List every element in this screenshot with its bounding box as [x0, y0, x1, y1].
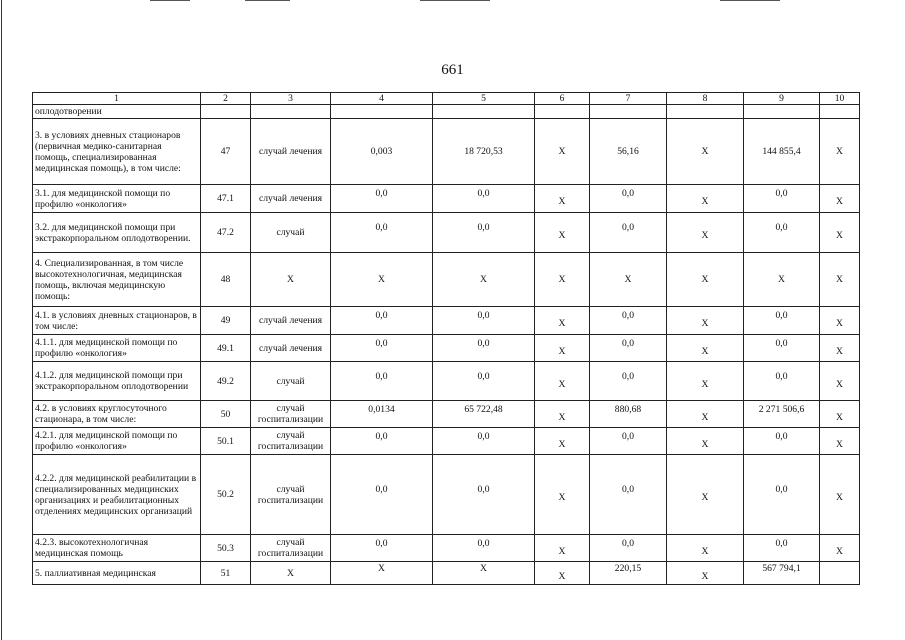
cell-value: X	[558, 570, 566, 582]
column-number-header: 3	[251, 93, 331, 105]
table-cell	[331, 185, 433, 213]
page-number: 661	[441, 62, 464, 78]
row-label-cell	[33, 362, 201, 401]
data-table	[32, 92, 860, 585]
row-label-text: 4.2.3. высокотехнологичная медицинская помощь	[35, 537, 149, 559]
cell-value: X	[558, 345, 566, 357]
table-cell	[251, 105, 331, 119]
cell-value: 0,0	[775, 222, 788, 233]
row-label-text: 4.1. в условиях дневных стационаров, в том числе:	[35, 309, 197, 332]
table-cell	[331, 535, 433, 562]
table-cell	[331, 362, 433, 401]
cell-value: 0,0	[775, 337, 788, 349]
column-number-header: 7	[590, 93, 667, 105]
table-cell	[590, 213, 667, 253]
table-cell	[590, 428, 667, 455]
table-cell	[535, 105, 590, 119]
cell-value: 65 722,48	[464, 403, 503, 415]
table-cell	[820, 535, 860, 562]
cell-value: X	[701, 411, 709, 423]
cell-value: X	[558, 545, 566, 557]
cell-value: случай лечения	[258, 146, 323, 157]
row-label-cell	[33, 335, 201, 362]
row-label-text: 5. паллиативная медицинская	[35, 567, 156, 579]
cell-value: 49.1	[217, 342, 234, 354]
cell-value: X	[558, 438, 566, 450]
row-label-text: 4.2.2. для медицинской реабилитации в специализированных медицинских организациях и реабилитационных отделениях медицинских организаций	[35, 472, 197, 517]
cell-value: 47	[220, 146, 231, 157]
table-cell	[820, 401, 860, 428]
cell-value: X	[287, 567, 294, 579]
cell-value: X	[480, 562, 487, 574]
table-cell	[201, 307, 251, 335]
table-cell	[667, 362, 744, 401]
cell-value: 48	[220, 274, 231, 285]
cell-value: 0,0	[775, 310, 788, 321]
cell-value: X	[701, 438, 709, 450]
table-cell	[590, 562, 667, 585]
cell-value: 0,0	[375, 222, 388, 233]
table-cell	[667, 307, 744, 335]
table-cell	[433, 335, 535, 362]
row-label-text: 3.2. для медицинской помощи при экстракорпоральном оплодотворении.	[35, 221, 191, 244]
cell-value: случай госпитализации	[257, 430, 324, 452]
row-label-cell	[33, 401, 201, 428]
cell-value: 0,0	[622, 484, 634, 495]
table-cell	[590, 185, 667, 213]
cell-value: 49	[220, 315, 231, 326]
column-number-header: 1	[33, 93, 201, 105]
table-cell	[744, 401, 820, 428]
table-cell	[744, 119, 820, 185]
cell-value: случай лечения	[258, 342, 323, 354]
cell-value: 0,0	[622, 310, 634, 321]
cell-value: случай госпитализации	[257, 483, 324, 506]
cell-value: X	[836, 411, 843, 423]
cell-value: 144 855,4	[762, 146, 801, 157]
cell-value: X	[701, 545, 709, 557]
column-number-header: 10	[820, 93, 860, 105]
cell-value: 0,0	[477, 537, 490, 549]
cell-value: X	[558, 230, 566, 241]
table-cell	[251, 307, 331, 335]
cell-value: 0,0	[477, 484, 490, 495]
cell-value: X	[836, 318, 843, 329]
table-cell	[667, 119, 744, 185]
table-cell	[535, 119, 590, 185]
table-cell	[535, 185, 590, 213]
table-cell	[535, 253, 590, 307]
table-cell	[744, 105, 820, 119]
cell-value: 0,0	[622, 222, 634, 233]
cell-value: 0,0	[375, 310, 388, 321]
cell-value: 0,0	[375, 430, 388, 442]
cell-value: 0,0	[775, 484, 788, 495]
cell-value: X	[836, 345, 843, 357]
table-cell	[744, 213, 820, 253]
row-label-cell	[33, 253, 201, 307]
table-row	[33, 455, 860, 535]
table-cell	[535, 428, 590, 455]
scan-edge-left	[1, 0, 2, 640]
table-cell	[433, 185, 535, 213]
cell-value: X	[624, 274, 632, 285]
table-row	[33, 428, 860, 455]
cell-value: 47.1	[217, 193, 234, 204]
table-cell	[667, 253, 744, 307]
cell-value: 47.2	[217, 227, 234, 238]
row-label-text: 4. Специализированная, в том числе высокотехнологичная, медицинская помощь, включая медицинскую помощь:	[35, 257, 184, 302]
table-cell	[820, 562, 860, 585]
table-cell	[667, 105, 744, 119]
cell-value: 0,0	[622, 337, 634, 349]
cell-value: случай лечения	[258, 193, 323, 204]
table-cell	[590, 535, 667, 562]
cell-value: X	[287, 274, 294, 285]
cell-value: 0,0134	[368, 403, 395, 415]
table-cell	[535, 307, 590, 335]
cell-value: 220,15	[614, 562, 642, 574]
cell-value: 0,0	[775, 370, 788, 382]
table-header-row	[33, 93, 860, 105]
table-cell	[535, 213, 590, 253]
table-cell	[820, 335, 860, 362]
cell-value: 49.2	[217, 375, 234, 387]
row-label-text: оплодотворении	[35, 106, 102, 117]
table-cell	[331, 401, 433, 428]
cell-value: X	[778, 274, 785, 285]
cell-value: 0,0	[477, 222, 490, 233]
row-label-cell	[33, 428, 201, 455]
table-cell	[667, 455, 744, 535]
cell-value: X	[378, 274, 385, 285]
cell-value: 0,0	[375, 484, 388, 495]
cell-value: X	[701, 378, 709, 390]
table-cell	[433, 119, 535, 185]
cell-value: 0,0	[477, 310, 490, 321]
table-cell	[744, 362, 820, 401]
scan-edge-top	[720, 0, 780, 1]
table-cell	[744, 535, 820, 562]
cell-value: 0,0	[622, 537, 634, 549]
table-cell	[820, 253, 860, 307]
cell-value: X	[836, 196, 843, 207]
scan-edge-top	[420, 0, 490, 1]
table-cell	[535, 362, 590, 401]
table-cell	[433, 213, 535, 253]
table-cell	[744, 428, 820, 455]
cell-value: 0,0	[477, 370, 490, 382]
row-label-cell	[33, 119, 201, 185]
table-cell	[433, 307, 535, 335]
row-label-cell	[33, 185, 201, 213]
table-cell	[201, 213, 251, 253]
table-cell	[590, 307, 667, 335]
table-cell	[201, 401, 251, 428]
table-cell	[820, 185, 860, 213]
cell-value: X	[701, 345, 709, 357]
table-cell	[331, 455, 433, 535]
table-cell	[433, 562, 535, 585]
table-cell	[820, 105, 860, 119]
table-cell	[251, 213, 331, 253]
cell-value: 51	[220, 567, 231, 579]
table-row	[33, 335, 860, 362]
scan-edge-top	[245, 0, 290, 1]
row-label-text: 3. в условиях дневных стационаров (первичная медико-санитарная помощь, специализированная медицинская помощь), в том числе:	[35, 129, 181, 174]
table-cell	[820, 428, 860, 455]
cell-value: X	[558, 196, 566, 207]
table-cell	[331, 213, 433, 253]
table-cell	[201, 455, 251, 535]
table-cell	[251, 535, 331, 562]
table-cell	[433, 455, 535, 535]
table-cell	[201, 562, 251, 585]
table-cell	[433, 428, 535, 455]
table-cell	[744, 185, 820, 213]
cell-value: X	[836, 146, 843, 157]
cell-value: X	[701, 146, 709, 157]
table-cell	[820, 307, 860, 335]
cell-value: 880,68	[614, 403, 642, 415]
cell-value: случай госпитализации	[257, 403, 324, 425]
cell-value: X	[701, 492, 709, 503]
table-cell	[201, 335, 251, 362]
cell-value: 50.1	[217, 435, 234, 447]
row-label-text: 4.2.1. для медицинской помощи по профилю «онкология»	[35, 430, 178, 452]
cell-value: 567 794,1	[762, 562, 801, 574]
table-cell	[590, 401, 667, 428]
table-cell	[201, 253, 251, 307]
row-label-cell	[33, 307, 201, 335]
table-cell	[820, 213, 860, 253]
table-cell	[433, 535, 535, 562]
table-cell	[744, 307, 820, 335]
table-cell	[744, 455, 820, 535]
column-number-header: 6	[535, 93, 590, 105]
cell-value: 56,16	[617, 146, 639, 157]
cell-value: X	[836, 492, 843, 503]
table-cell	[744, 335, 820, 362]
table-row	[33, 105, 860, 119]
table-cell	[331, 562, 433, 585]
column-number-header: 5	[433, 93, 535, 105]
cell-value: 0,0	[375, 188, 388, 199]
table-cell	[201, 185, 251, 213]
table-cell	[590, 105, 667, 119]
table-cell	[331, 307, 433, 335]
table-cell	[667, 562, 744, 585]
table-cell	[535, 335, 590, 362]
table-cell	[331, 105, 433, 119]
table-cell	[820, 455, 860, 535]
cell-value: 50.2	[217, 489, 234, 500]
table-cell	[201, 428, 251, 455]
cell-value: X	[701, 196, 709, 207]
cell-value: X	[836, 438, 843, 450]
cell-value: X	[480, 274, 487, 285]
table-cell	[590, 335, 667, 362]
cell-value: X	[836, 545, 843, 557]
table-cell	[667, 535, 744, 562]
table-cell	[331, 335, 433, 362]
table-cell	[251, 562, 331, 585]
cell-value: случай госпитализации	[257, 537, 324, 559]
table-cell	[251, 362, 331, 401]
table-cell	[201, 362, 251, 401]
table-row	[33, 307, 860, 335]
table-cell	[331, 253, 433, 307]
cell-value: X	[558, 492, 566, 503]
row-label-text: 4.1.2. для медицинской помощи при экстракорпоральном оплодотворении	[35, 370, 189, 392]
row-label-cell	[33, 535, 201, 562]
row-label-cell	[33, 105, 201, 119]
cell-value: 18 720,53	[464, 146, 503, 157]
cell-value: 0,0	[375, 370, 388, 382]
cell-value: X	[701, 230, 709, 241]
table-cell	[331, 119, 433, 185]
table-cell	[251, 401, 331, 428]
cell-value: 0,0	[375, 537, 388, 549]
cell-value: X	[558, 411, 566, 423]
cell-value: случай	[276, 375, 305, 387]
table-row	[33, 401, 860, 428]
cell-value: случай лечения	[258, 315, 323, 326]
cell-value: 0,0	[622, 188, 634, 199]
column-number-header: 9	[744, 93, 820, 105]
table-cell	[667, 213, 744, 253]
table-row	[33, 119, 860, 185]
table-cell	[535, 535, 590, 562]
table-cell	[433, 362, 535, 401]
scan-edge-top	[150, 0, 190, 1]
table-cell	[251, 253, 331, 307]
cell-value: 50	[220, 408, 231, 420]
column-number-header: 8	[667, 93, 744, 105]
cell-value: случай	[276, 227, 305, 238]
table-cell	[251, 335, 331, 362]
row-label-text: 4.1.1. для медицинской помощи по профилю «онкология»	[35, 337, 178, 359]
table-row	[33, 535, 860, 562]
row-label-text: 4.2. в условиях круглосуточного стационара, в том числе:	[35, 403, 167, 425]
table-row	[33, 213, 860, 253]
table-row	[33, 362, 860, 401]
table-cell	[433, 253, 535, 307]
column-number-header: 2	[201, 93, 251, 105]
cell-value: X	[378, 562, 385, 574]
cell-value: 0,0	[477, 337, 490, 349]
cell-value: 0,0	[375, 337, 388, 349]
table-cell	[251, 455, 331, 535]
table-row	[33, 253, 860, 307]
cell-value: 0,0	[775, 188, 788, 199]
row-label-cell	[33, 455, 201, 535]
table-cell	[590, 455, 667, 535]
table-cell	[251, 185, 331, 213]
table-cell	[201, 119, 251, 185]
table-cell	[667, 185, 744, 213]
row-label-cell	[33, 213, 201, 253]
table-cell	[433, 401, 535, 428]
cell-value: X	[836, 274, 843, 285]
table-cell	[820, 119, 860, 185]
cell-value: 0,003	[370, 146, 393, 157]
cell-value: 0,0	[622, 430, 634, 442]
table-cell	[744, 562, 820, 585]
row-label-cell	[33, 562, 201, 585]
table-cell	[535, 455, 590, 535]
cell-value: 0,0	[622, 370, 634, 382]
cell-value: 0,0	[477, 188, 490, 199]
table-cell	[251, 119, 331, 185]
table-cell	[590, 253, 667, 307]
table-cell	[331, 428, 433, 455]
table-cell	[667, 401, 744, 428]
cell-value: 0,0	[775, 430, 788, 442]
cell-value: X	[558, 146, 566, 157]
cell-value: 0,0	[775, 537, 788, 549]
table-cell	[201, 105, 251, 119]
cell-value: X	[558, 318, 566, 329]
cell-value: X	[836, 230, 843, 241]
table-cell	[535, 562, 590, 585]
cell-value: 50.3	[217, 542, 234, 554]
table-row	[33, 185, 860, 213]
table-row	[33, 562, 860, 585]
table-cell	[820, 362, 860, 401]
cell-value: X	[701, 570, 709, 582]
table-cell	[590, 119, 667, 185]
cell-value: 2 271 506,6	[758, 403, 805, 415]
table-cell	[535, 401, 590, 428]
table-cell	[667, 428, 744, 455]
cell-value: X	[558, 378, 566, 390]
row-label-text: 3.1. для медицинской помощи по профилю «онкология»	[35, 187, 171, 210]
cell-value: X	[701, 318, 709, 329]
table-cell	[590, 362, 667, 401]
cell-value: X	[558, 274, 566, 285]
table-cell	[433, 105, 535, 119]
table-cell	[744, 253, 820, 307]
cell-value: X	[701, 274, 709, 285]
column-number-header: 4	[331, 93, 433, 105]
cell-value: 0,0	[477, 430, 490, 442]
cell-value: X	[836, 378, 843, 390]
table-cell	[201, 535, 251, 562]
table-cell	[251, 428, 331, 455]
table-cell	[667, 335, 744, 362]
